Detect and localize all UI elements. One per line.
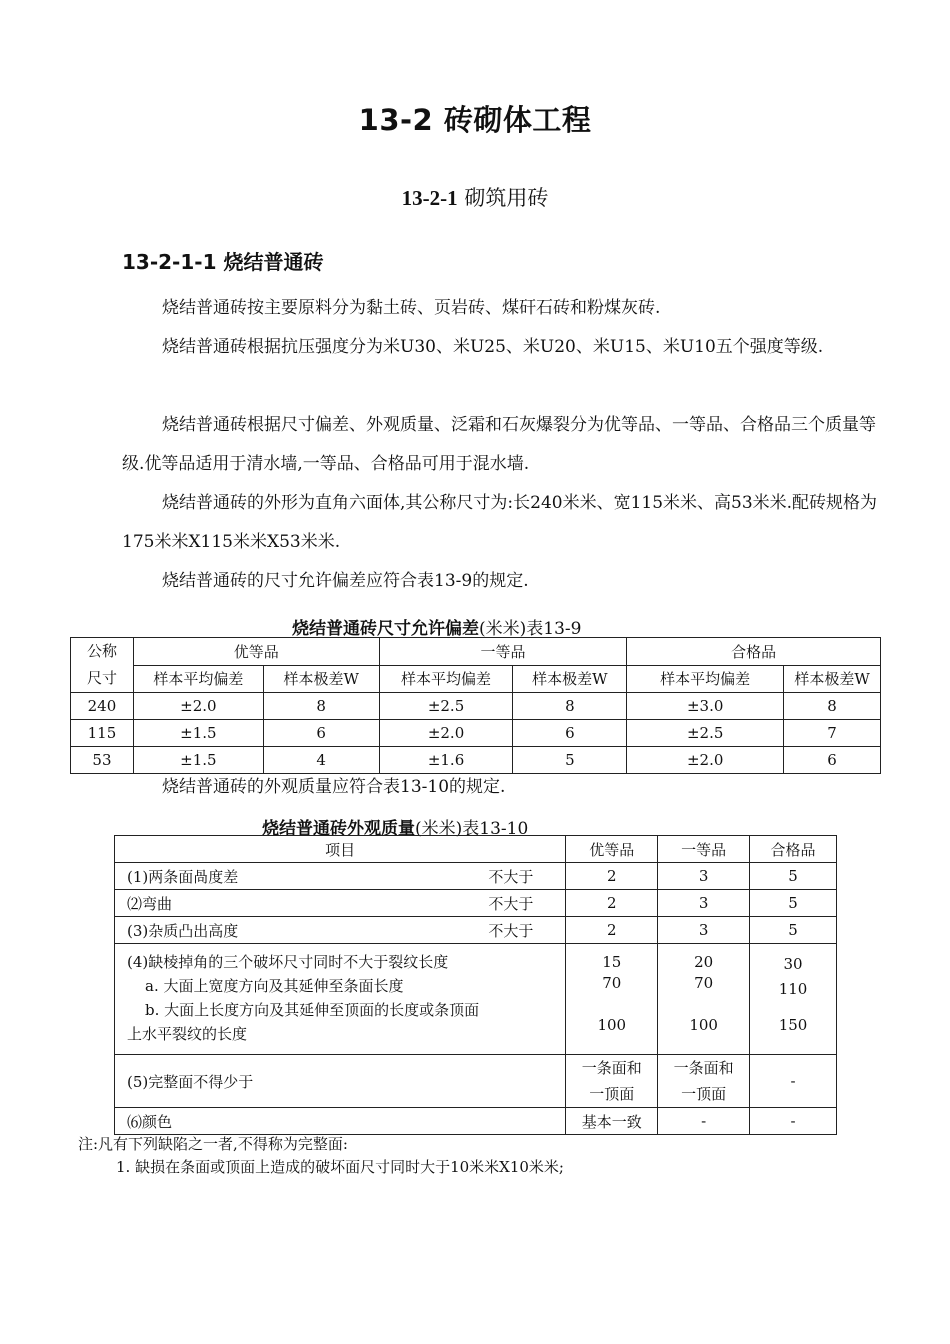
sub-header-avg: 样本平均偏差 [379,665,513,693]
table-cell: 5 [513,747,627,774]
table-cell: 3 [658,863,750,890]
grade-header-premium: 优等品 [133,638,379,666]
row-label: ⑵弯曲 不大于 [115,890,566,917]
header-premium: 优等品 [566,836,658,863]
table-cell: 53 [71,747,134,774]
table-cell: 30 110 150 [750,944,837,1055]
sub-header-range: 样本极差W [513,665,627,693]
table-cell: 240 [71,693,134,720]
page-title: 13-2 砖砌体工程 [358,103,592,137]
paragraph-table-ref: 烧结普通砖的尺寸允许偏差应符合表13-9的规定. [162,571,529,591]
header-first: 一等品 [658,836,750,863]
table-cell: 2 [566,917,658,944]
section-number: 13-2-1 [401,186,458,210]
table-cell: 3 [658,917,750,944]
appearance-quality-table [114,835,837,1135]
size-header: 公称 尺寸 [71,638,134,693]
note-item: 1. 缺损在条面或顶面上造成的破坏面尺寸同时大于10米米X10米米; [116,1158,564,1176]
table-cell: 一条面和 一顶面 [658,1055,750,1108]
table-cell: ±2.5 [379,693,513,720]
size-deviation-table [70,637,881,774]
table-cell: - [658,1108,750,1135]
paragraph-quality-grades: 烧结普通砖根据尺寸偏差、外观质量、泛霜和石灰爆裂分为优等品、一等品、合格品三个质量等级.优等品适用于清水墙,一等品、合格品可用于混水墙. [122,415,876,474]
table-cell: - [750,1055,837,1108]
table-cell: 5 [750,890,837,917]
note-title: 注:凡有下列缺陷之一者,不得称为完整面: [78,1135,348,1153]
section-name: 砌筑用砖 [464,186,549,210]
table2-caption: 烧结普通砖外观质量(米米)表13-10 [262,819,529,839]
table-cell: 5 [750,917,837,944]
row-label: (3)杂质凸出高度 不大于 [115,917,566,944]
row-label: (1)两条面咼度差 不大于 [115,863,566,890]
table-cell: 2 [566,890,658,917]
table-cell: 8 [263,693,379,720]
table-cell: 7 [784,720,881,747]
table-cell: ±3.0 [627,693,784,720]
sub-header-avg: 样本平均偏差 [133,665,263,693]
header-qualified: 合格品 [750,836,837,863]
table-cell: 8 [513,693,627,720]
section-heading [0,182,950,212]
table-cell: ±1.6 [379,747,513,774]
table-cell: 6 [513,720,627,747]
table-cell: ±1.5 [133,720,263,747]
sub-header-range: 样本极差W [784,665,881,693]
table-cell: 6 [784,747,881,774]
paragraph-table2-ref: 烧结普通砖的外观质量应符合表13-10的规定. [162,777,506,797]
paragraph-strength-grades: 烧结普通砖根据抗压强度分为米U30、米U25、米U20、米U15、米U10五个强度等级. [162,337,824,357]
table-row [115,863,837,890]
grade-header-qualified: 合格品 [627,638,881,666]
table-cell: 基本一致 [566,1108,658,1135]
table-row [115,944,837,1055]
grade-header-first: 一等品 [379,638,627,666]
row-label: (4)缺棱掉角的三个破坏尺寸同时不大于裂纹长度 a. 大面上宽度方向及其延伸至条面长度 b. 大面上长度方向及其延伸至顶面的长度或条顶面 上水平裂纹的长度 [115,944,566,1055]
paragraph-raw-materials: 烧结普通砖按主要原料分为黏土砖、页岩砖、煤矸石砖和粉煤灰砖. [162,298,661,318]
table-cell: 5 [750,863,837,890]
table-cell: ±2.0 [133,693,263,720]
table-cell: 一条面和 一顶面 [566,1055,658,1108]
table-cell: 115 [71,720,134,747]
table-row [115,917,837,944]
table-row [71,693,881,720]
table-row [71,720,881,747]
table-cell: 20 70 100 [658,944,750,1055]
sub-header-range: 样本极差W [263,665,379,693]
table-row [115,1108,837,1135]
row-label: ⑹颜色 [115,1108,566,1135]
table-cell: ±1.5 [133,747,263,774]
header-item: 项目 [115,836,566,863]
table-cell: ±2.0 [379,720,513,747]
subsection-heading: 13-2-1-1 烧结普通砖 [122,250,324,274]
table1-caption: 烧结普通砖尺寸允许偏差(米米)表13-9 [292,619,582,639]
table-cell: 2 [566,863,658,890]
row-label: (5)完整面不得少于 [115,1055,566,1108]
sub-header-avg: 样本平均偏差 [627,665,784,693]
table-cell: 8 [784,693,881,720]
table-row [115,890,837,917]
table-cell: ±2.0 [627,747,784,774]
table-cell: 4 [263,747,379,774]
table-cell: 3 [658,890,750,917]
table-cell: 15 70 100 [566,944,658,1055]
table-row [115,1055,837,1108]
table-cell: 6 [263,720,379,747]
paragraph-dimensions: 烧结普通砖的外形为直角六面体,其公称尺寸为:长240米米、宽115米米、高53米米.配砖规格为175米米X115米米X53米米. [122,493,878,552]
table-cell: - [750,1108,837,1135]
table-cell: ±2.5 [627,720,784,747]
